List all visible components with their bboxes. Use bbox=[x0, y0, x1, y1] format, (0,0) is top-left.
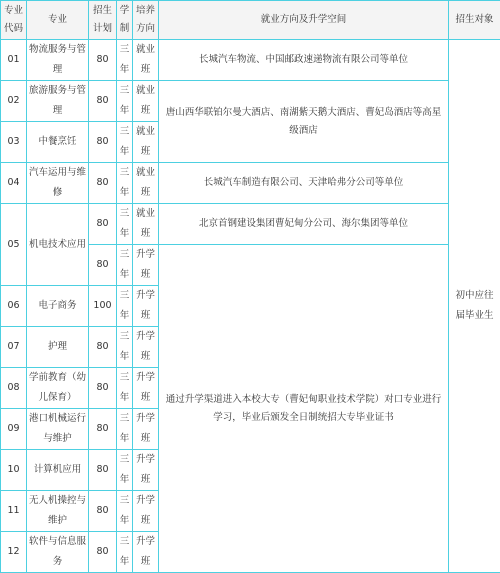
row-length: 三年 bbox=[117, 368, 133, 409]
row-plan: 80 bbox=[89, 81, 117, 122]
employment-auto: 长城汽车制造有限公司、天津哈弗分公司等单位 bbox=[159, 163, 449, 204]
row-code: 11 bbox=[1, 491, 27, 532]
row-plan: 80 bbox=[89, 491, 117, 532]
header-code: 专业代码 bbox=[1, 1, 27, 40]
row-direction: 升学班 bbox=[133, 327, 159, 368]
row-plan: 100 bbox=[89, 286, 117, 327]
row-code: 10 bbox=[1, 450, 27, 491]
row-direction: 升学班 bbox=[133, 450, 159, 491]
header-length: 学制 bbox=[117, 1, 133, 40]
row-plan: 80 bbox=[89, 368, 117, 409]
row-length: 三年 bbox=[117, 286, 133, 327]
employment-hotel: 唐山西华联铂尔曼大酒店、南湖紫天鹅大酒店、曹妃岛酒店等高星级酒店 bbox=[159, 81, 449, 163]
row-code: 12 bbox=[1, 532, 27, 573]
row-length: 三年 bbox=[117, 245, 133, 286]
row-major: 计算机应用 bbox=[27, 450, 89, 491]
row-direction: 就业班 bbox=[133, 163, 159, 204]
header-target: 招生对象 bbox=[449, 1, 500, 40]
row-direction: 就业班 bbox=[133, 204, 159, 245]
row-direction: 升学班 bbox=[133, 368, 159, 409]
row-major: 软件与信息服务 bbox=[27, 532, 89, 573]
row-plan: 80 bbox=[89, 204, 117, 245]
row-major: 护理 bbox=[27, 327, 89, 368]
row-code: 07 bbox=[1, 327, 27, 368]
header-plan: 招生计划 bbox=[89, 1, 117, 40]
row-direction: 升学班 bbox=[133, 491, 159, 532]
row-length: 三年 bbox=[117, 204, 133, 245]
header-major: 专业 bbox=[27, 1, 89, 40]
header-employment: 就业方向及升学空间 bbox=[159, 1, 449, 40]
row-code: 05 bbox=[1, 204, 27, 286]
row-length: 三年 bbox=[117, 81, 133, 122]
row-plan: 80 bbox=[89, 327, 117, 368]
row-length: 三年 bbox=[117, 40, 133, 81]
employment-further: 通过升学渠道进入本校大专（曹妃甸职业技术学院）对口专业进行学习，毕业后颁发全日制统招大专毕业证书 bbox=[159, 245, 449, 573]
row-direction: 升学班 bbox=[133, 286, 159, 327]
row-direction: 就业班 bbox=[133, 81, 159, 122]
row-major: 汽车运用与维修 bbox=[27, 163, 89, 204]
table-row bbox=[1, 40, 500, 81]
row-length: 三年 bbox=[117, 327, 133, 368]
row-plan: 80 bbox=[89, 245, 117, 286]
row-direction: 升学班 bbox=[133, 409, 159, 450]
row-length: 三年 bbox=[117, 491, 133, 532]
row-direction: 就业班 bbox=[133, 40, 159, 81]
table-row bbox=[1, 81, 500, 122]
row-major: 旅游服务与管理 bbox=[27, 81, 89, 122]
row-code: 04 bbox=[1, 163, 27, 204]
row-plan: 80 bbox=[89, 532, 117, 573]
row-major: 物流服务与管理 bbox=[27, 40, 89, 81]
row-direction: 就业班 bbox=[133, 122, 159, 163]
row-plan: 80 bbox=[89, 163, 117, 204]
row-length: 三年 bbox=[117, 409, 133, 450]
row-direction: 升学班 bbox=[133, 532, 159, 573]
employment-logistics: 长城汽车物流、中国邮政速递物流有限公司等单位 bbox=[159, 40, 449, 81]
row-major: 电子商务 bbox=[27, 286, 89, 327]
row-code: 01 bbox=[1, 40, 27, 81]
row-code: 03 bbox=[1, 122, 27, 163]
row-major: 学前教育（幼儿保育） bbox=[27, 368, 89, 409]
row-major: 中餐烹饪 bbox=[27, 122, 89, 163]
row-length: 三年 bbox=[117, 163, 133, 204]
header-row bbox=[1, 1, 500, 40]
row-length: 三年 bbox=[117, 450, 133, 491]
row-length: 三年 bbox=[117, 122, 133, 163]
row-length: 三年 bbox=[117, 532, 133, 573]
row-plan: 80 bbox=[89, 409, 117, 450]
header-direction: 培养方向 bbox=[133, 1, 159, 40]
table-row bbox=[1, 163, 500, 204]
employment-mech: 北京首钢建设集团曹妃甸分公司、海尔集团等单位 bbox=[159, 204, 449, 245]
table-row bbox=[1, 204, 500, 245]
row-plan: 80 bbox=[89, 122, 117, 163]
row-major: 机电技术应用 bbox=[27, 204, 89, 286]
row-code: 02 bbox=[1, 81, 27, 122]
row-plan: 80 bbox=[89, 40, 117, 81]
row-direction: 升学班 bbox=[133, 245, 159, 286]
row-code: 09 bbox=[1, 409, 27, 450]
row-code: 06 bbox=[1, 286, 27, 327]
row-major: 无人机操控与维护 bbox=[27, 491, 89, 532]
row-plan: 80 bbox=[89, 450, 117, 491]
row-major: 港口机械运行与维护 bbox=[27, 409, 89, 450]
row-code: 08 bbox=[1, 368, 27, 409]
target-cell: 初中应往届毕业生 bbox=[449, 40, 500, 573]
